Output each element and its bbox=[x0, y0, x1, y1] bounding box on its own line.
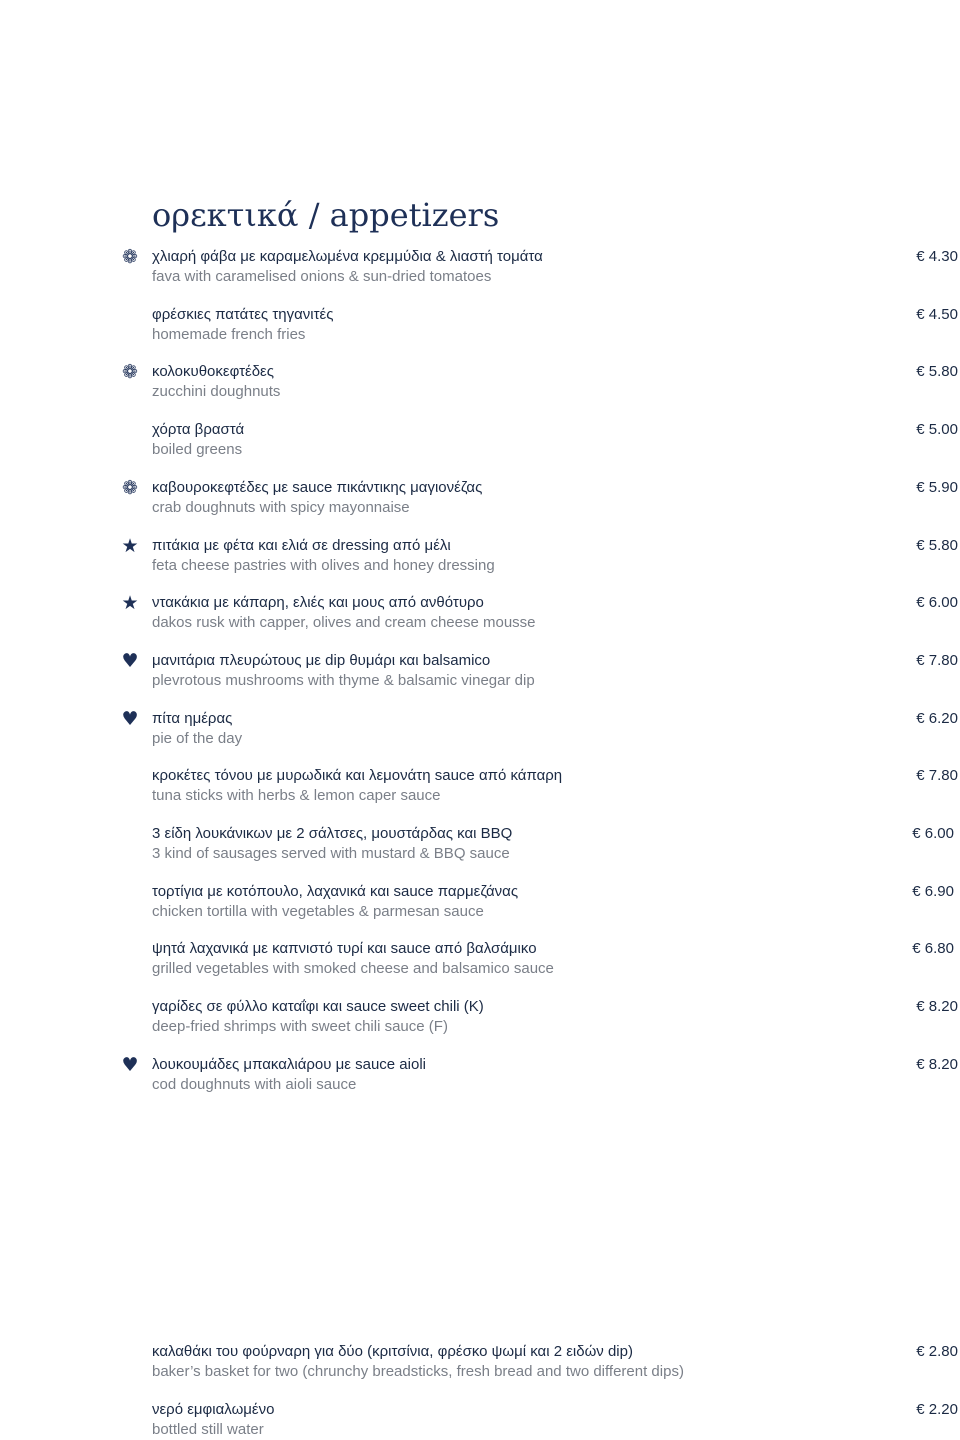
item-price: € 5.90 bbox=[916, 478, 958, 496]
menu-item bbox=[0, 651, 960, 691]
item-price: € 6.80 bbox=[912, 940, 954, 958]
item-name-greek: γαρίδες σε φύλλο καταΐφι και sauce sweet chili (K) bbox=[152, 998, 484, 1016]
item-name-greek: τορτίγια με κοτόπουλο, λαχανικά και sauce παρμεζάνας bbox=[152, 882, 519, 900]
menu-item bbox=[0, 997, 960, 1037]
item-name-english: deep-fried shrimps with sweet chili sauce (F) bbox=[152, 1018, 448, 1036]
menu-item bbox=[0, 882, 960, 922]
item-name-greek: νερό εμφιαλωμένο bbox=[152, 1401, 275, 1418]
star-icon: ★ bbox=[121, 534, 139, 557]
item-name-greek: ψητά λαχανικά με καπνιστό τυρί και sauce από βαλσάμικο bbox=[152, 940, 537, 958]
menu-item bbox=[0, 536, 960, 576]
page-title: ορεκτικά / appetizers bbox=[152, 196, 500, 234]
item-name-english: tuna sticks with herbs & lemon caper sauce bbox=[152, 787, 441, 805]
item-name-greek: καβουροκεφτέδες με sauce πικάντικης μαγιονέζας bbox=[152, 478, 483, 496]
menu-item bbox=[0, 420, 960, 460]
heart-icon: ♥ bbox=[121, 649, 139, 672]
item-price: € 2.80 bbox=[916, 1343, 958, 1360]
flower-icon: ❁ bbox=[122, 476, 138, 499]
item-name-english: chicken tortilla with vegetables & parmesan sauce bbox=[152, 902, 484, 920]
menu-item bbox=[0, 824, 960, 864]
item-name-greek: 3 είδη λουκάνικων με 2 σάλτσες, μουστάρδας και BBQ bbox=[152, 825, 513, 842]
item-price: € 6.90 bbox=[912, 882, 954, 900]
item-price: € 5.80 bbox=[916, 363, 958, 381]
item-name-greek: καλαθάκι του φούρναρη για δύο (κριτσίνια, φρέσκο ψωμί και 2 ειδών dip) bbox=[152, 1343, 633, 1360]
menu-item bbox=[0, 305, 960, 345]
item-name-greek: ντακάκια με κάπαρη, ελιές και μους από ανθότυρο bbox=[152, 594, 484, 612]
flower-icon: ❁ bbox=[122, 246, 138, 268]
item-name-greek: χλιαρή φάβα με καραμελωμένα κρεμμύδια & λιαστή τομάτα bbox=[152, 248, 543, 265]
item-price: € 5.00 bbox=[916, 421, 958, 439]
menu-item bbox=[0, 1055, 960, 1095]
menu-item bbox=[0, 362, 960, 402]
item-name-greek: χόρτα βραστά bbox=[152, 421, 245, 439]
item-name-english: boiled greens bbox=[152, 441, 243, 459]
heart-icon: ♥ bbox=[121, 1053, 139, 1076]
item-price: € 7.80 bbox=[916, 767, 958, 785]
item-name-english: cod doughnuts with aioli sauce bbox=[152, 1075, 357, 1093]
item-name-greek: κροκέτες τόνου με μυρωδικά και λεμονάτη sauce από κάπαρη bbox=[152, 767, 563, 785]
item-name-english: bottled still water bbox=[152, 1421, 264, 1438]
item-name-english: zucchini doughnuts bbox=[152, 383, 281, 401]
flower-icon: ❁ bbox=[122, 361, 138, 384]
item-price: € 4.50 bbox=[916, 305, 958, 323]
item-name-greek: λουκουμάδες μπακαλιάρου με sauce aioli bbox=[152, 1055, 426, 1073]
item-name-english: feta cheese pastries with olives and honey dressing bbox=[152, 556, 495, 574]
item-price: € 7.80 bbox=[916, 651, 958, 669]
menu-item bbox=[0, 1342, 960, 1382]
item-name-english: homemade french fries bbox=[152, 325, 306, 343]
item-name-greek: πίτα ημέρας bbox=[152, 709, 233, 727]
item-name-english: plevrotous mushrooms with thyme & balsamic vinegar dip bbox=[152, 671, 535, 689]
item-price: € 6.00 bbox=[912, 825, 954, 842]
item-name-english: grilled vegetables with smoked cheese and balsamico sauce bbox=[152, 960, 554, 978]
item-price: € 5.80 bbox=[916, 536, 958, 554]
item-name-greek: μανιτάρια πλευρώτους με dip θυμάρι και balsamico bbox=[152, 651, 491, 669]
menu-item bbox=[0, 766, 960, 806]
item-name-greek: κολοκυθοκεφτέδες bbox=[152, 363, 274, 381]
star-icon: ★ bbox=[121, 592, 139, 615]
item-price: € 2.20 bbox=[916, 1401, 958, 1418]
menu-item bbox=[0, 709, 960, 749]
item-name-english: fava with caramelised onions & sun-dried tomatoes bbox=[152, 268, 492, 285]
item-name-greek: πιτάκια με φέτα και ελιά σε dressing από μέλι bbox=[152, 536, 451, 554]
item-name-english: baker’s basket for two (chrunchy breadsticks, fresh bread and two different dips) bbox=[152, 1363, 684, 1380]
item-name-greek: φρέσκιες πατάτες τηγανιτές bbox=[152, 305, 334, 323]
item-price: € 4.30 bbox=[916, 248, 958, 265]
heart-icon: ♥ bbox=[121, 707, 139, 730]
item-name-english: 3 kind of sausages served with mustard & BBQ sauce bbox=[152, 845, 510, 862]
item-price: € 8.20 bbox=[916, 998, 958, 1016]
item-price: € 6.00 bbox=[916, 594, 958, 612]
menu-item bbox=[0, 1400, 960, 1440]
menu-item bbox=[0, 478, 960, 518]
menu-item bbox=[0, 939, 960, 979]
item-name-english: crab doughnuts with spicy mayonnaise bbox=[152, 498, 410, 516]
menu-item bbox=[0, 593, 960, 633]
item-name-english: pie of the day bbox=[152, 729, 243, 747]
item-price: € 8.20 bbox=[916, 1055, 958, 1073]
menu-item bbox=[0, 247, 960, 287]
item-price: € 6.20 bbox=[916, 709, 958, 727]
item-name-english: dakos rusk with capper, olives and cream cheese mousse bbox=[152, 614, 536, 632]
